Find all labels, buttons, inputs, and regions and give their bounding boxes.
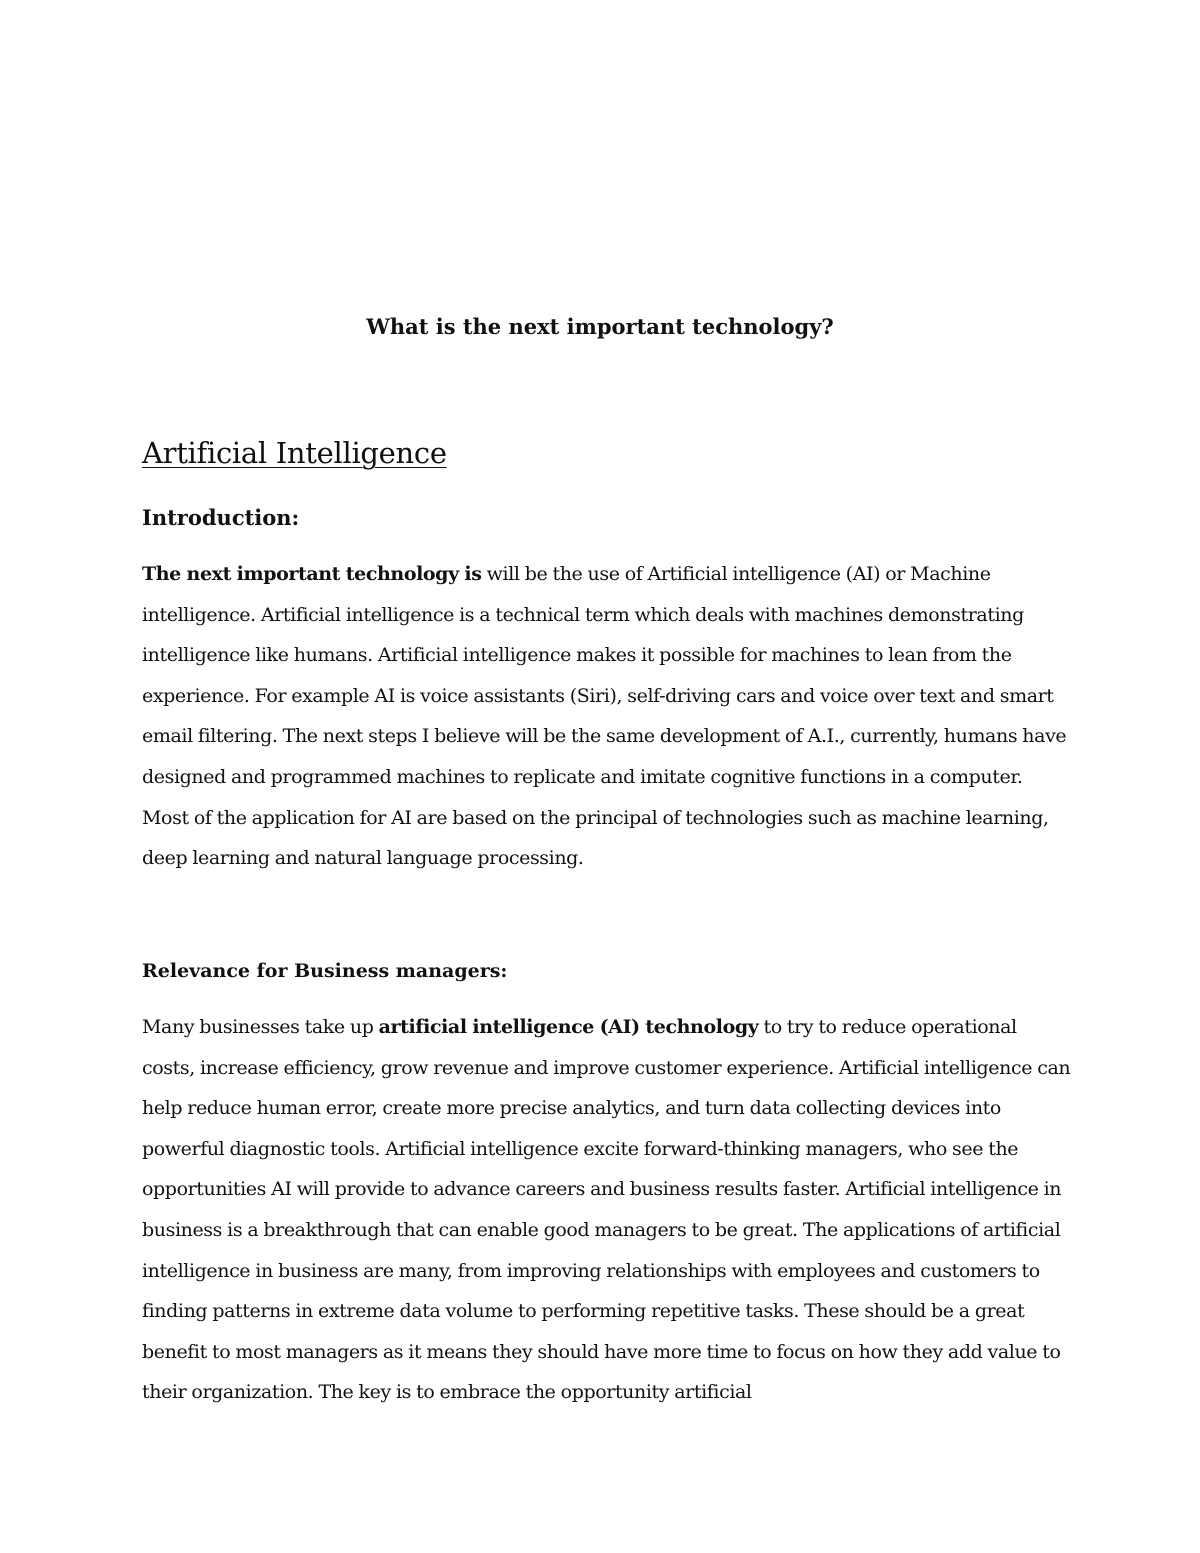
- introduction-paragraph: [142, 554, 1072, 879]
- relevance-prefix: Many businesses take up: [142, 1016, 379, 1038]
- relevance-heading-colon: :: [500, 960, 508, 982]
- relevance-paragraph: [142, 1007, 1072, 1413]
- introduction-body: will be the use of Artificial intelligence (AI) or Machine intelligence. Artificial intelligence is a technical term which deals with machines demonstrating intelligence like humans. Artificial intelligence makes it possible for machines to lean from the experience. For example AI is voice assistants (Siri), self-driving cars and voice over text and smart email filtering. The next steps I believe will be the same development of A.I., currently, humans have designed and programmed machines to replicate and imitate cognitive functions in a computer. Most of the application for AI are based on the principal of technologies such as machine learning, deep learning and natural language processing.: [142, 563, 1067, 870]
- section-heading: Artificial Intelligence: [142, 436, 447, 470]
- document-title: What is the next important technology?: [366, 314, 834, 339]
- introduction-lead-bold: The next important technology is: [142, 563, 482, 585]
- relevance-bold-phrase: artificial intelligence (AI) technology: [378, 1016, 759, 1038]
- relevance-heading: [142, 956, 507, 986]
- introduction-heading: Introduction:: [142, 505, 300, 530]
- relevance-heading-text: Relevance for Business managers: [142, 960, 501, 982]
- relevance-body: to try to reduce operational costs, increase efficiency, grow revenue and improve customer experience. Artificial intelligence can help reduce human error, create more precise analytics, and turn data collecting devices into powerful diagnostic tools. Artificial intelligence excite forward-thinking managers, who see the opportunities AI will provide to advance careers and business results faster. Artificial intelligence in business is a breakthrough that can enable good managers to be great. The applications of artificial intelligence in business are many, from improving relationships with employees and customers to finding patterns in extreme data volume to performing repetitive tasks. These should be a great benefit to most managers as it means they should have more time to focus on how they add value to their organization. The key is to embrace the opportunity artificial: [142, 1016, 1071, 1404]
